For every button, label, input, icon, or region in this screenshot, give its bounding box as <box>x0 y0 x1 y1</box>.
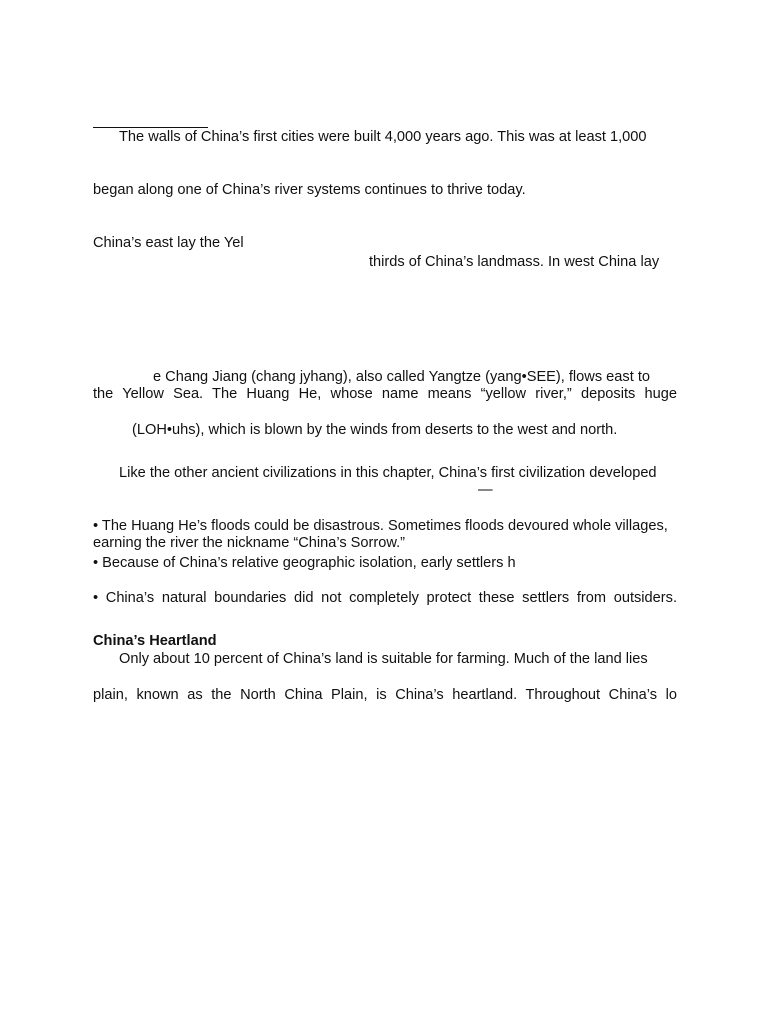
text-line: e Chang Jiang (chang jyhang), also called Yangtze (yang•SEE), flows east to <box>153 369 650 385</box>
text-line: The walls of China’s first cities were built 4,000 years ago. This was at least 1,000 <box>119 129 647 145</box>
text-line: thirds of China’s landmass. In west China lay <box>369 254 660 270</box>
text-line: earning the river the nickname “China’s Sorrow.” <box>93 535 406 551</box>
text-line: plain, known as the North China Plain, is China’s heartland. Throughout China’s lo <box>93 687 677 703</box>
text-line: Like the other ancient civilizations in this chapter, China’s first civilization developed <box>119 465 657 481</box>
text-line: Only about 10 percent of China’s land is suitable for farming. Much of the land lies <box>119 651 648 667</box>
section-heading: China’s Heartland <box>93 633 217 649</box>
bullet-item: • The Huang He’s floods could be disastrous. Sometimes floods devoured whole villages, <box>93 518 668 534</box>
underline-rule <box>93 127 208 128</box>
text-line: began along one of China’s river systems continues to thrive today. <box>93 182 526 198</box>
text-line: (LOH•uhs), which is blown by the winds from deserts to the west and north. <box>132 422 618 438</box>
text-line: the Yellow Sea. The Huang He, whose name means “yellow river,” deposits huge <box>93 386 677 402</box>
text-line: China’s east lay the Yel <box>93 235 244 251</box>
bullet-item: • Because of China’s relative geographic isolation, early settlers h <box>93 555 516 571</box>
text-line: — <box>478 482 493 498</box>
bullet-item: • China’s natural boundaries did not completely protect these settlers from outsiders. <box>93 590 677 606</box>
